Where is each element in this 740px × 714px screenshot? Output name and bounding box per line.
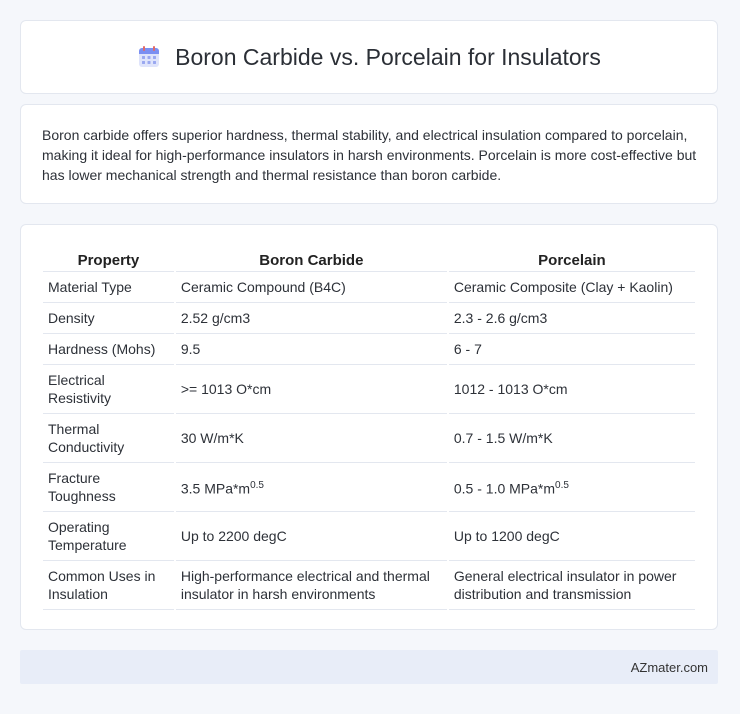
- cell-porcelain: [449, 463, 695, 512]
- header-property: Property: [43, 245, 174, 272]
- cell-property: Hardness (Mohs): [43, 334, 174, 365]
- cell-boron: Ceramic Compound (B4C): [176, 272, 447, 303]
- table-row: [43, 414, 695, 463]
- title-card: [20, 20, 718, 94]
- comparison-table: [41, 245, 697, 610]
- cell-property: Electrical Resistivity: [43, 365, 174, 414]
- table-row: [43, 303, 695, 334]
- exponent: 0.5: [555, 479, 569, 491]
- cell-porcelain-value: 0.5 - 1.0 MPa*m: [453, 480, 556, 497]
- table-row: [43, 512, 695, 561]
- calendar-icon: [137, 45, 161, 69]
- cell-boron: High-performance electrical and thermal insulator in harsh environments: [176, 561, 447, 610]
- table-row: [43, 561, 695, 610]
- cell-porcelain: 0.7 - 1.5 W/m*K: [449, 414, 695, 463]
- cell-boron: 2.52 g/cm3: [176, 303, 447, 334]
- cell-property: Material Type: [43, 272, 174, 303]
- header-porcelain: Porcelain: [449, 245, 695, 272]
- comparison-table-card: [20, 224, 718, 630]
- table-row: [43, 365, 695, 414]
- cell-property: Common Uses in Insulation: [43, 561, 174, 610]
- footer: [20, 650, 718, 684]
- cell-property: Operating Temperature: [43, 512, 174, 561]
- cell-porcelain: General electrical insulator in power distribution and transmission: [449, 561, 695, 610]
- cell-porcelain: 6 - 7: [449, 334, 695, 365]
- cell-boron: Up to 2200 degC: [176, 512, 447, 561]
- cell-property: Density: [43, 303, 174, 334]
- cell-boron: 30 W/m*K: [176, 414, 447, 463]
- header-boron-carbide: Boron Carbide: [176, 245, 447, 272]
- cell-property: Thermal Conductivity: [43, 414, 174, 463]
- cell-boron: 9.5: [176, 334, 447, 365]
- exponent: 0.5: [250, 479, 264, 491]
- cell-boron: >= 1013 O*cm: [176, 365, 447, 414]
- cell-porcelain: Ceramic Composite (Clay + Kaolin): [449, 272, 695, 303]
- cell-porcelain: 2.3 - 2.6 g/cm3: [449, 303, 695, 334]
- table-row: [43, 334, 695, 365]
- cell-boron: [176, 463, 447, 512]
- cell-porcelain: Up to 1200 degC: [449, 512, 695, 561]
- table-row: [43, 463, 695, 512]
- summary-card: [20, 104, 718, 204]
- table-row: [43, 272, 695, 303]
- footer-brand: AZmater.com: [630, 659, 708, 675]
- summary-text: Boron carbide offers superior hardness, thermal stability, and electrical insulation compared to porcelain, making it ideal for high-performance insulators in harsh environments. Porcelain is more cost-effective but has lower mechanical strength and thermal resistance than boron carbide.: [42, 127, 697, 183]
- page-title: Boron Carbide vs. Porcelain for Insulators: [175, 43, 601, 70]
- cell-property: Fracture Toughness: [43, 463, 174, 512]
- cell-boron-value: 3.5 MPa*m: [180, 480, 251, 497]
- table-header-row: [43, 245, 695, 272]
- cell-porcelain: 1012 - 1013 O*cm: [449, 365, 695, 414]
